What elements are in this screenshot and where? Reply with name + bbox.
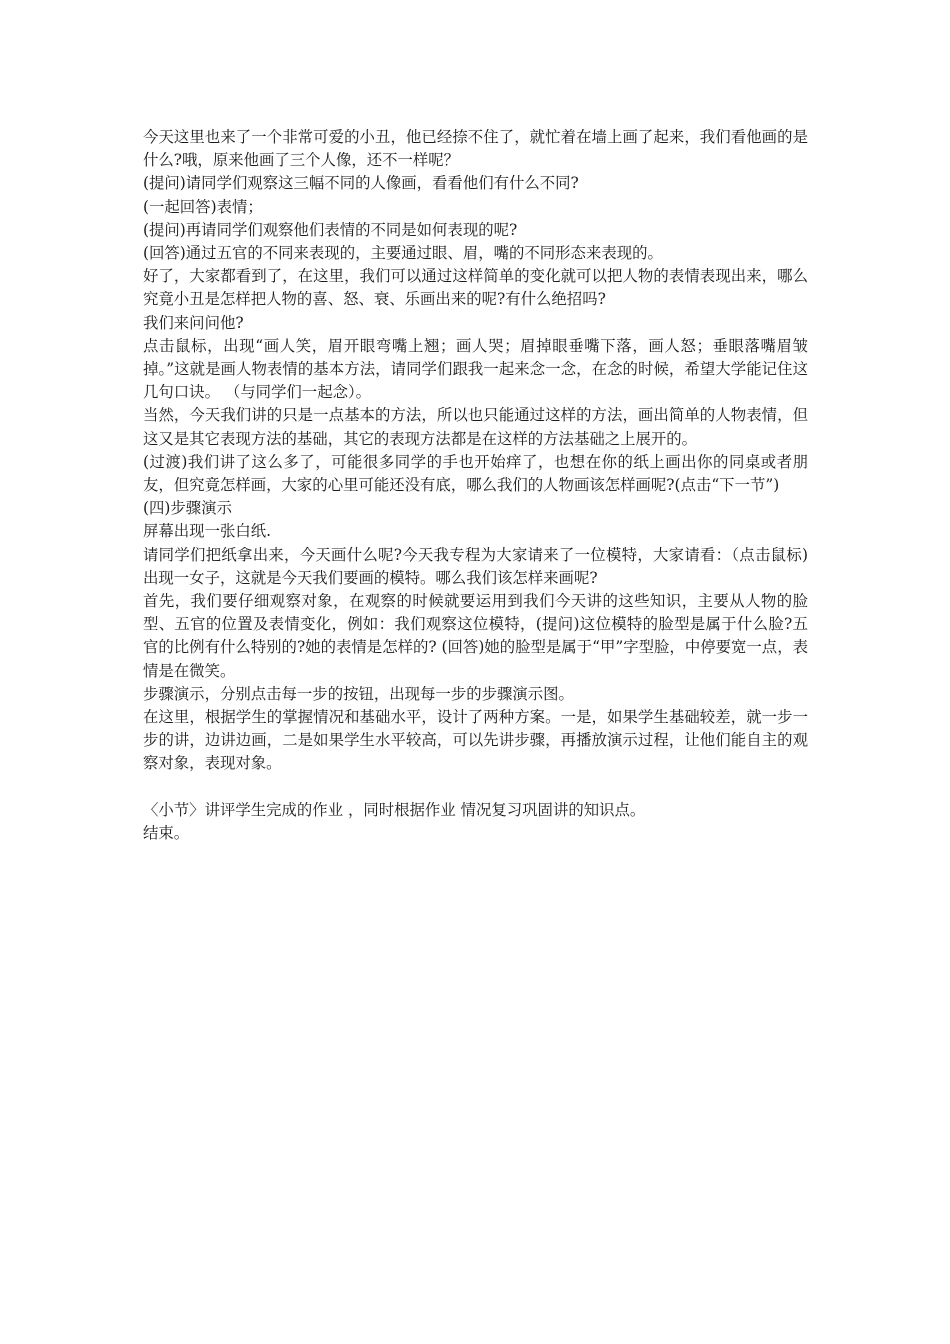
paragraph-summary: 〈小节〉讲评学生完成的作业 ，同时根据作业 情况复习巩固讲的知识点。 [143, 800, 646, 819]
paragraph-answer-facial-features: (回答)通过五官的不同来表现的，主要通过眼、眉，嘴的不同形态来表现的。 [143, 244, 663, 263]
paragraph-answer-expression: (一起回答)表情； [143, 197, 263, 216]
paragraph-model-intro: 请同学们把纸拿出来，今天画什么呢?今天我专程为大家请来了一位模特，大家请看：（点击鼠标)出现一女子，这就是今天我们要画的模特。哪么我们该怎样来画呢? [143, 545, 808, 587]
section-heading-step-demo: (四)步骤演示 [143, 499, 232, 518]
paragraph-end: 结束。 [143, 823, 190, 842]
paragraph-observe-model: 首先，我们要仔细观察对象，在观察的时候就要运用到我们今天讲的这些知识，主要从人物的脸型、五官的位置及表情变化，例如：我们观察这位模特，(提问)这位模特的脸型是属于什么脸?五官的比例有什么特别的?她的表情是怎样的? (回答)她的脸型是属于“甲”字型脸，中停要宽一点，表情是在微笑。 [143, 592, 808, 680]
paragraph-basic-method: 当然，今天我们讲的只是一点基本的方法，所以也只能通过这样的方法，画出简单的人物表情，但这又是其它表现方法的基础，其它的表现方法都是在这样的方法基础之上展开的。 [143, 406, 808, 448]
paragraph-expression-rhyme: 点击鼠标，出现“画人笑，眉开眼弯嘴上翘；画人哭；眉掉眼垂嘴下落，画人怒；垂眼落嘴眉皱掉。”这就是画人物表情的基本方法，请同学们跟我一起来念一念，在念的时候，希望大学能记住这几句口诀。 （与同学们一起念）。 [143, 336, 808, 402]
paragraph-spacer [143, 776, 808, 799]
paragraph-ask-him: 我们来问问他? [143, 313, 244, 332]
paragraph-question-how-expressed: (提问)再请同学们观察他们表情的不同是如何表现的呢? [143, 220, 518, 239]
paragraph-transition: (过渡)我们讲了这么多了，可能很多同学的手也开始痒了，也想在你的纸上画出你的同桌或者朋友，但究竟怎样画，大家的心里可能还没有底，哪么我们的人物画该怎样画呢?(点击“下一节”) [143, 452, 808, 495]
document-body [143, 126, 808, 845]
paragraph-clown-intro: 今天这里也来了一个非常可爱的小丑，他已经捺不住了，就忙着在墙上画了起来，我们看他画的是什么?哦，原来他画了三个人像，还不一样呢？ [143, 128, 808, 170]
paragraph-white-paper: 屏幕出现一张白纸. [143, 522, 272, 541]
paragraph-simple-changes: 好了，大家都看到了，在这里，我们可以通过这样简单的变化就可以把人物的表情表现出来，哪么究竟小丑是怎样把人物的喜、怒、衰、乐画出来的呢?有什么绝招吗? [143, 267, 808, 309]
paragraph-two-plans: 在这里，根据学生的掌握情况和基础水平，设计了两种方案。一是，如果学生基础较差，就一步一步的讲，边讲边画，二是如果学生水平较高，可以先讲步骤，再播放演示过程，让他们能自主的观察对象，表现对象。 [143, 708, 808, 773]
paragraph-question-differences: (提问)请同学们观察这三幅不同的人像画，看看他们有什么不同? [143, 174, 579, 193]
paragraph-step-buttons: 步骤演示，分别点击每一步的按钮，出现每一步的步骤演示图。 [143, 684, 574, 703]
